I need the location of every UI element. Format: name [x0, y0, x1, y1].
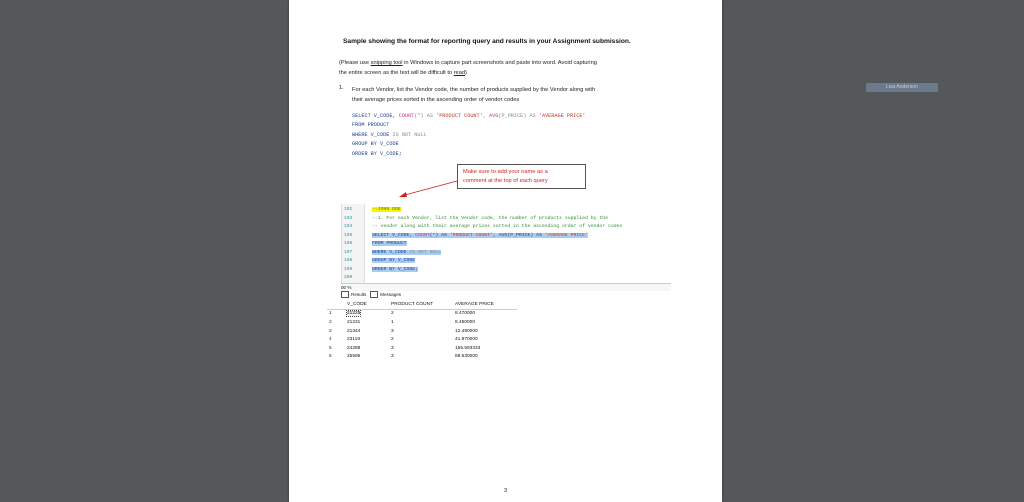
table-cell[interactable]: 21231 — [347, 319, 361, 325]
sql-line-select — [352, 112, 586, 121]
document-page — [289, 0, 722, 502]
arrow-icon — [389, 180, 459, 204]
code-line[interactable] — [372, 241, 407, 246]
sql-text: IS NOT NULL — [409, 249, 442, 255]
table-cell[interactable]: 2 — [391, 311, 394, 317]
grid-header-row — [327, 300, 517, 309]
column-header[interactable]: AVERAGE PRICE — [453, 300, 517, 309]
tab-results[interactable]: Results — [351, 292, 367, 297]
sql-line-order: ORDER BY V_CODE; — [352, 150, 402, 157]
table-cell[interactable]: 3 — [391, 345, 394, 351]
table-row[interactable] — [327, 335, 517, 344]
table-cell[interactable]: 25595 — [347, 354, 361, 360]
sql-line-group: GROUP BY V_CODE — [352, 141, 399, 148]
sql-string: 'AVERAGE PRICE' — [544, 232, 588, 238]
table-cell[interactable]: 21344 — [347, 328, 361, 334]
line-number: 196 — [344, 241, 353, 246]
table-cell[interactable]: 21225 — [347, 311, 361, 317]
selected-code: GROUP BY V_CODE — [372, 258, 416, 263]
table-cell[interactable]: 2 — [391, 337, 394, 343]
sql-string: 'PRODUCT COUNT' — [449, 232, 493, 238]
table-cell[interactable]: 3 — [391, 354, 394, 360]
instructions-text-2: in Windows to capture part screenshots and paste into word. Avoid capturing — [402, 60, 597, 66]
question-number: 1. — [339, 85, 344, 91]
table-row[interactable] — [327, 327, 517, 336]
line-number: 198 — [344, 258, 353, 263]
code-line[interactable] — [372, 267, 418, 272]
sql-keyword: WHERE V_CODE — [372, 249, 410, 255]
callout-box — [457, 164, 586, 189]
table-cell[interactable]: 155.593333 — [455, 345, 481, 351]
table-cell[interactable]: 3 — [391, 328, 394, 334]
instructions — [339, 58, 597, 78]
code-line[interactable] — [372, 233, 588, 238]
question-line-2: their average prices sorted in the ascending order of vendor codes — [352, 97, 520, 103]
sql-function: AVG — [489, 113, 499, 119]
snipping-tool-link[interactable]: snipping tool — [370, 60, 403, 66]
results-tabs — [341, 291, 671, 299]
row-number: 4 — [329, 337, 332, 343]
instructions-text-3: the entire screen as the text will be difficult to — [339, 70, 454, 76]
code-line[interactable] — [372, 207, 401, 212]
table-cell[interactable]: 8.450000 — [455, 319, 476, 325]
callout-line-1: Make sure to add your name as a — [463, 169, 548, 175]
table-cell[interactable]: 12.490000 — [455, 328, 478, 334]
sql-text: (*) AS — [429, 232, 450, 238]
tab-messages[interactable]: Messages — [380, 292, 402, 297]
question-line-1: For each Vendor, list the Vendor code, the number of products supplied by the Vendor along with — [352, 87, 596, 93]
table-cell[interactable]: 8.470000 — [455, 311, 476, 317]
zoom-level[interactable]: 00 % — [341, 283, 671, 291]
sql-text: IS NOT NULL — [392, 131, 427, 138]
row-number: 3 — [329, 328, 332, 334]
callout-line-2: comment at the top of each query — [463, 178, 548, 184]
table-row[interactable] — [327, 353, 517, 362]
code-line[interactable]: --1. For each Vendor, list the Vendor code, the number of products supplied by the — [372, 215, 609, 221]
row-number: 1 — [329, 311, 332, 317]
table-cell[interactable]: 23119 — [347, 337, 360, 343]
row-number: 2 — [329, 319, 332, 325]
column-header[interactable]: V_CODE — [345, 300, 389, 309]
sql-function: COUNT — [398, 113, 415, 119]
sql-keyword: SELECT V_CODE, — [372, 232, 416, 238]
sql-text: (P_PRICE) AS — [498, 113, 539, 119]
messages-icon — [370, 291, 378, 298]
table-cell[interactable]: 24288 — [347, 345, 361, 351]
read-link[interactable]: read — [453, 70, 466, 76]
name-comment: --JOHN DOE — [372, 207, 401, 212]
line-number: 200 — [344, 275, 353, 280]
sql-line-from: FROM PRODUCT — [352, 122, 390, 129]
table-row[interactable] — [327, 309, 517, 318]
question-text — [352, 85, 595, 105]
code-line[interactable] — [372, 258, 415, 263]
grid-icon — [341, 291, 349, 298]
line-number: 194 — [344, 224, 353, 229]
sql-keyword: SELECT V_CODE, — [352, 113, 399, 119]
selected-code: ORDER BY V_CODE; — [372, 266, 419, 272]
instructions-text-4: ) — [465, 70, 467, 76]
line-number: 193 — [344, 215, 353, 221]
line-number: 195 — [344, 232, 353, 238]
sql-line-where — [352, 131, 586, 140]
sql-query — [352, 112, 586, 159]
sql-text: (*) AS — [414, 113, 437, 119]
sql-function: COUNT — [415, 232, 430, 238]
sql-keyword: WHERE V_CODE — [352, 131, 393, 138]
page-title: Sample showing the format for reporting query and results in your Assignment submission. — [343, 38, 631, 45]
sql-string: 'AVERAGE PRICE' — [538, 113, 586, 119]
page-number: 3 — [504, 488, 508, 494]
table-row[interactable] — [327, 344, 517, 353]
instructions-text: (Please use — [339, 60, 371, 66]
selected-code — [372, 250, 441, 255]
table-cell[interactable]: 1 — [391, 319, 394, 325]
row-number-header — [327, 300, 345, 309]
sql-text: , AVG(P_PRICE) AS — [492, 232, 545, 238]
table-cell[interactable]: 89.630000 — [455, 354, 478, 360]
sql-string: 'PRODUCT COUNT' — [436, 113, 483, 119]
code-line[interactable] — [372, 250, 441, 255]
line-number: 192 — [344, 207, 353, 212]
line-number: 197 — [344, 249, 353, 255]
sql-text: , — [482, 113, 490, 119]
results-grid[interactable] — [327, 300, 517, 361]
row-number: 6 — [329, 354, 332, 360]
table-cell[interactable]: 41.970000 — [455, 337, 478, 343]
selected-code — [372, 233, 588, 238]
table-row[interactable] — [327, 318, 517, 327]
selected-code: FROM PRODUCT — [372, 241, 407, 246]
ssms-editor[interactable] — [341, 204, 672, 283]
row-number: 5 — [329, 345, 332, 351]
column-header[interactable]: PRODUCT COUNT — [389, 300, 453, 309]
side-panel-label[interactable]: Lisa Anderson — [866, 83, 938, 92]
code-line[interactable]: -- vendor along with their average prices sorted in the ascending order of vendor codes — [372, 224, 623, 229]
line-number: 199 — [344, 266, 353, 272]
